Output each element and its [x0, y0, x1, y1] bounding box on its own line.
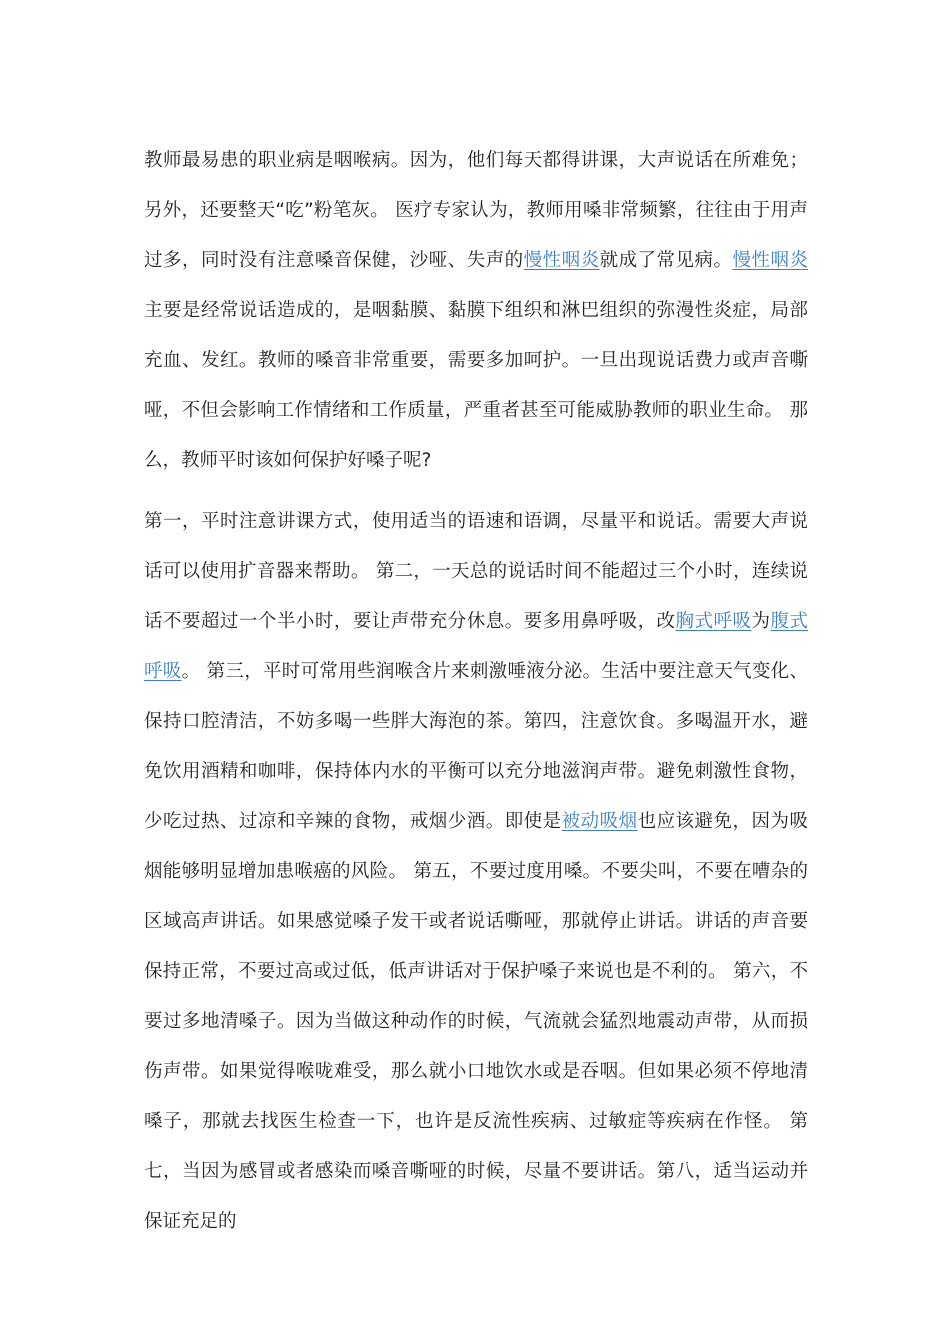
paragraph-intro	[144, 136, 808, 486]
text-segment: 。 第三，平时可常用些润喉含片来刺激唾液分泌。生活中要注意天气变化、保持口腔清洁，不妨多喝一些胖大海泡的茶。第四，注意饮食。多喝温开水，避免饮用酒精和咖啡，保持体内水的平衡可以充分地滋润声带。避免刺激性食物，少吃过热、过凉和辛辣的食物，戒烟少酒。即使是	[144, 661, 808, 832]
text-segment: 为	[751, 611, 771, 632]
text-segment: 就成了常见病。	[599, 250, 733, 271]
text-segment: 教师最易患的职业病是咽喉病。因为，他们每天都得讲课，大声说话在所难免；另外，还要整天“吃”粉笔灰。 医疗专家认为，教师用嗓非常频繁，往往由于用声过多，同时没有注意嗓音保健，沙哑、失声的	[144, 150, 808, 271]
link-chronic-pharyngitis[interactable]: 慢性咽炎	[523, 250, 600, 271]
text-segment: 主要是经常说话造成的，是咽黏膜、黏膜下组织和淋巴组织的弥漫性炎症，局部充血、发红。教师的嗓音非常重要，需要多加呵护。一旦出现说话费力或声音嘶哑，不但会影响工作情绪和工作质量，严重者甚至可能威胁教师的职业生命。 那么，教师平时该如何保护好嗓子呢?	[144, 300, 808, 471]
text-segment: 第一，平时注意讲课方式，使用适当的语速和语调，尽量平和说话。需要大声说话可以使用扩音器来帮助。 第二，一天总的说话时间不能超过三个小时，连续说话不要超过一个半小时，要让声带充分休息。要多用鼻呼吸，改	[144, 511, 808, 632]
link-abdominal-breathing[interactable]: 腹式呼吸	[144, 611, 808, 682]
link-passive-smoking[interactable]: 被动吸烟	[561, 811, 638, 832]
paragraph-tips	[144, 497, 808, 1247]
link-chronic-pharyngitis[interactable]: 慢性咽炎	[732, 250, 808, 271]
link-chest-breathing[interactable]: 胸式呼吸	[675, 611, 752, 632]
text-segment: 也应该避免，因为吸烟能够明显增加患喉癌的风险。 第五，不要过度用嗓。不要尖叫，不要在嘈杂的区域高声讲话。如果感觉嗓子发干或者说话嘶哑，那就停止讲话。讲话的声音要保持正常，不要过高或过低，低声讲话对于保护嗓子来说也是不利的。 第六，不要过多地清嗓子。因为当做这种动作的时候，气流就会猛烈地震动声带，从而损伤声带。如果觉得喉咙难受，那么就小口地饮水或是吞咽。但如果必须不停地清嗓子，那就去找医生检查一下，也许是反流性疾病、过敏症等疾病在作怪。 第七，当因为感冒或者感染而嗓音嘶哑的时候，尽量不要讲话。第八，适当运动并保证充足的	[144, 811, 808, 1232]
